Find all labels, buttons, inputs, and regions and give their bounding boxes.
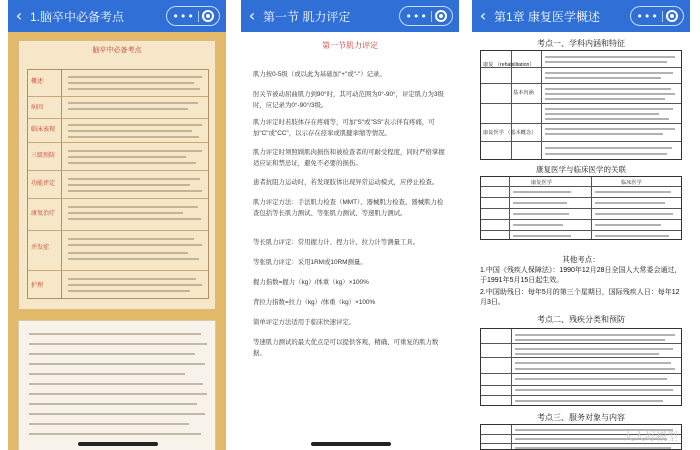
paragraph: 背拉力指数=拉力（kg）/体重（kg）×100% bbox=[253, 299, 376, 306]
paragraph: 等长肌力评定：常用握力计、捏力计、拉力计等测量工具。 bbox=[253, 239, 420, 246]
row-label: 概述 bbox=[31, 79, 44, 85]
row-label: 病因 bbox=[31, 105, 44, 111]
paragraph: 等张肌力评定：采用1RM或10RM测量。 bbox=[253, 259, 367, 266]
table-header: 临床医学 bbox=[621, 180, 642, 186]
row-label: 功能评定 bbox=[31, 181, 56, 187]
scan-page-heading: 脑卒中必备考点 bbox=[92, 46, 142, 54]
other-point: 2.中国助残日：每年5月的第三个星期日，国际残疾人日：每年12月3日。 bbox=[480, 289, 680, 306]
scanned-page-1 bbox=[18, 40, 216, 310]
other-point: 1.中国《残疾人保障法》：1990年12月28日全国人大常委会通过，于1991年5月15日起生效。 bbox=[480, 267, 682, 284]
paragraph: 肘关节被动屈曲肌力到90°时，其可动范围为0°-90°，评定肌力为3级时，应记录为0°-90°/3级。 bbox=[253, 91, 444, 109]
paragraph: 肌力评定时须照顾肌肉损伤和被检查者的可耐受程度，同时严格掌握适应证和禁忌证，避免不必要的损伤。 bbox=[253, 149, 445, 167]
table-label: 基本内涵 bbox=[513, 90, 534, 96]
section-heading: 第一节肌力评定 bbox=[322, 41, 378, 50]
document-scroll-area[interactable] bbox=[8, 32, 226, 450]
section-heading: 考点二、残疾分类和预防 bbox=[537, 315, 625, 324]
table-label: 康复 （rehabilitation） bbox=[483, 62, 535, 68]
other-points-title: 其他考点： bbox=[562, 255, 600, 264]
back-icon[interactable]: ‹ bbox=[479, 6, 487, 25]
watermark: 人人好模型 bbox=[623, 431, 678, 443]
section-heading: 考点一、学科内涵和特征 bbox=[537, 39, 625, 48]
notes-table bbox=[27, 69, 209, 299]
paragraph: 肌力按0-5级（或以此为基础加"+"或"-"）记录。 bbox=[253, 71, 386, 78]
concept-table bbox=[480, 50, 682, 160]
paragraph: 握力指数=握力（kg）/体重（kg）×100% bbox=[253, 279, 369, 286]
phone-panel-2 bbox=[241, 0, 459, 450]
row-label: 三级预防 bbox=[31, 153, 56, 159]
more-icon[interactable]: ••• bbox=[636, 9, 659, 23]
page-title: 第1章 康复医学概述 bbox=[494, 9, 601, 24]
phone-panel-3 bbox=[472, 0, 690, 450]
back-icon[interactable]: ‹ bbox=[248, 6, 256, 25]
document-scroll-area[interactable] bbox=[241, 32, 459, 450]
paragraph: 简单评定方法适用于临床快速评定。 bbox=[253, 319, 356, 326]
top-nav-bar bbox=[472, 0, 690, 32]
more-icon[interactable]: ••• bbox=[172, 9, 195, 23]
capsule-divider bbox=[198, 11, 199, 22]
paragraph: 等速肌力测试的最大优点是可以提供客观、精确、可重复的肌力数据。 bbox=[253, 339, 439, 357]
page-title: 第一节 肌力评定 bbox=[263, 9, 351, 24]
table-header: 康复医学 bbox=[531, 180, 552, 186]
paragraph: 患者抗阻力运动时，若发现肢体出现异常运动模式，应停止检查。 bbox=[253, 179, 439, 186]
miniapp-capsule[interactable] bbox=[166, 6, 220, 26]
row-label: 康复治疗 bbox=[31, 211, 56, 217]
close-target-icon[interactable] bbox=[666, 10, 678, 22]
miniapp-capsule[interactable] bbox=[630, 6, 684, 26]
top-nav-bar bbox=[8, 0, 226, 32]
row-label: 护理 bbox=[31, 283, 44, 289]
close-target-icon[interactable] bbox=[435, 10, 447, 22]
comparison-table bbox=[480, 176, 682, 240]
paragraph: 肌力评定时若肢体存在疼痛等，可加"S"或"SS"表示伴有疼痛，可加"C"或"CC"，以示存在痉挛或肌腱挛缩等情况。 bbox=[253, 119, 435, 137]
home-indicator bbox=[78, 442, 158, 446]
home-indicator bbox=[311, 442, 391, 446]
capsule-divider bbox=[431, 11, 432, 22]
miniapp-capsule[interactable] bbox=[399, 6, 453, 26]
capsule-divider bbox=[662, 11, 663, 22]
disability-table bbox=[480, 328, 682, 406]
page-title: 1.脑卒中必备考点 bbox=[30, 9, 125, 24]
close-target-icon[interactable] bbox=[202, 10, 214, 22]
more-icon[interactable]: ••• bbox=[405, 9, 428, 23]
top-nav-bar bbox=[241, 0, 459, 32]
row-label: 并发症 bbox=[31, 245, 50, 251]
row-label: 临床表现 bbox=[31, 127, 56, 133]
phone-panel-1 bbox=[8, 0, 226, 450]
section-heading: 康复医学与临床医学的关联 bbox=[536, 165, 626, 174]
scanned-page-2 bbox=[18, 320, 216, 450]
document-scroll-area[interactable] bbox=[472, 32, 690, 450]
table-label: 康复医学 （基本概念） bbox=[483, 130, 537, 136]
section-heading: 考点三、服务对象与内容 bbox=[537, 413, 625, 422]
paragraph: 肌力评定方法：手法肌力检查（MMT）、器械肌力检查。器械肌力检查包括等长肌力测试、等张肌力测试、等速肌力测试。 bbox=[253, 199, 444, 217]
back-icon[interactable]: ‹ bbox=[15, 6, 23, 25]
